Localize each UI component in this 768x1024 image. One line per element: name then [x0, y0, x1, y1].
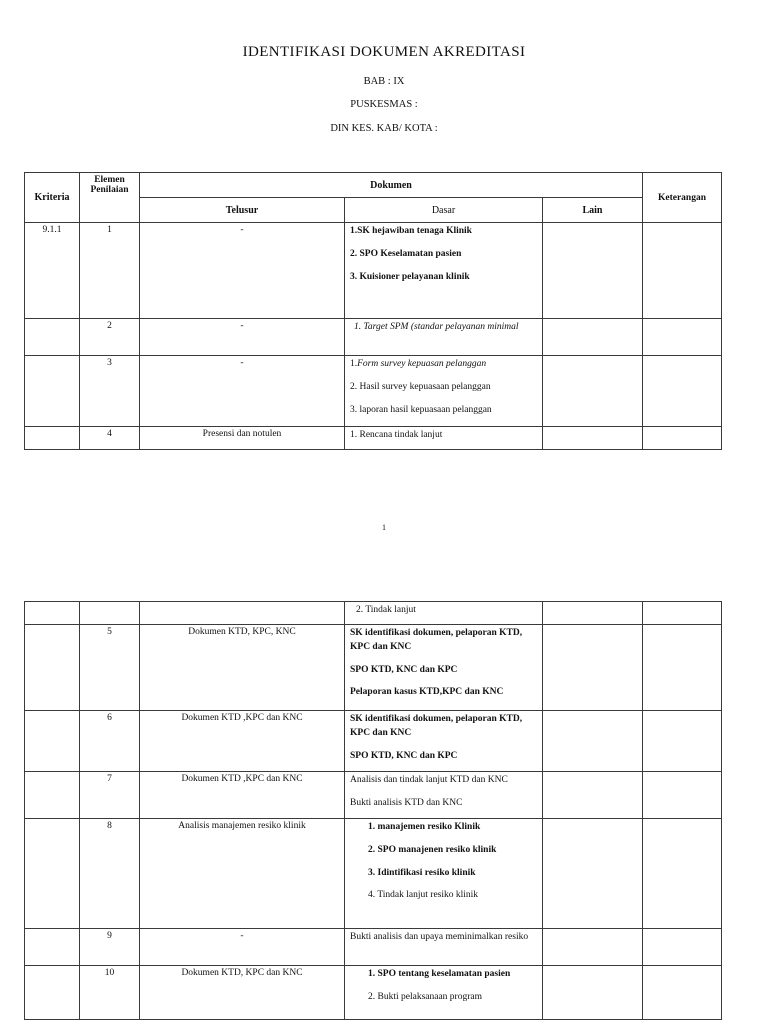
dasar-item: 3. laporan hasil kepuasaan pelanggan [350, 404, 492, 415]
header-kriteria: Kriteria [25, 173, 80, 223]
table-row [25, 819, 722, 929]
dasar-item: Bukti analisis KTD dan KNC [350, 797, 463, 808]
dasar-item: 1. Rencana tindak lanjut [350, 430, 443, 440]
kriteria-cell [25, 772, 80, 819]
lain-cell [543, 772, 643, 819]
ep-cell: 6 [80, 711, 140, 772]
header-lain: Lain [543, 198, 643, 223]
table-row [25, 929, 722, 966]
telusur-cell: Dokumen KTD, KPC dan KNC [140, 966, 345, 1020]
dasar-item: SK identifikasi dokumen, pelaporan KTD, KPC dan KNC [350, 714, 523, 738]
ep-cell: 9 [80, 929, 140, 966]
dasar-item: 2. Tindak lanjut [356, 605, 416, 615]
keterangan-cell [643, 929, 722, 966]
accreditation-table-page2 [24, 601, 722, 1020]
dasar-cell [345, 427, 543, 450]
page-number: 1 [382, 523, 386, 532]
lain-cell [543, 223, 643, 319]
dasar-cell [345, 966, 543, 1020]
ep-cell: 5 [80, 625, 140, 711]
dasar-item: 4. Tindak lanjut resiko klinik [368, 890, 479, 901]
lain-cell [543, 427, 643, 450]
accreditation-table-page1 [24, 172, 722, 450]
dasar-cell [345, 625, 543, 711]
keterangan-cell [643, 223, 722, 319]
keterangan-cell [643, 625, 722, 711]
keterangan-cell [643, 427, 722, 450]
lain-cell [543, 356, 643, 427]
ep-cell: 1 [80, 223, 140, 319]
dasar-item: 2. Hasil survey kepuasaan pelanggan [350, 381, 491, 392]
document-title: IDENTIFIKASI DOKUMEN AKREDITASI [242, 44, 526, 60]
table-row [25, 427, 722, 450]
ep-cell: 8 [80, 819, 140, 929]
dasar-cell [345, 319, 543, 356]
ep-cell [80, 602, 140, 625]
dasar-item: 1. Target SPM (standar pelayanan minimal [354, 322, 519, 332]
table-row [25, 772, 722, 819]
dasar-item: Bukti analisis dan upaya meminimalkan resiko [350, 932, 529, 942]
keterangan-cell [643, 319, 722, 356]
kriteria-cell [25, 929, 80, 966]
kriteria-cell [25, 819, 80, 929]
keterangan-cell [643, 356, 722, 427]
dasar-item: SK identifikasi dokumen, pelaporan KTD, KPC dan KNC [350, 628, 523, 652]
lain-cell [543, 602, 643, 625]
kriteria-cell [25, 319, 80, 356]
dasar-item: 1. manajemen resiko Klinik [368, 822, 481, 832]
dasar-cell [345, 356, 543, 427]
dasar-item: 2. Bukti pelaksanaan program [368, 991, 482, 1002]
table-row [25, 319, 722, 356]
dasar-cell [345, 602, 543, 625]
dasar-cell [345, 711, 543, 772]
telusur-cell: - [140, 356, 345, 427]
dasar-item: 2. SPO manajenen resiko klinik [368, 844, 497, 855]
telusur-cell: Dokumen KTD, KPC, KNC [140, 625, 345, 711]
keterangan-cell [643, 966, 722, 1020]
puskesmas-line: PUSKESMAS : [350, 99, 418, 110]
header-dokumen: Dokumen [140, 173, 643, 198]
dasar-cell [345, 819, 543, 929]
lain-cell [543, 929, 643, 966]
table-row [25, 966, 722, 1020]
dasar-item: 3. Kuisioner pelayanan klinik [350, 271, 470, 282]
dasar-item: Form survey kepuasan pelanggan [357, 359, 487, 369]
kriteria-cell [25, 427, 80, 450]
table-row [25, 356, 722, 427]
kriteria-cell [25, 625, 80, 711]
dasar-item: 3. Idintifikasi resiko klinik [368, 867, 476, 878]
lain-cell [543, 711, 643, 772]
dasar-item: 1. SPO tentang keselamatan pasien [368, 969, 511, 979]
ep-cell: 4 [80, 427, 140, 450]
lain-cell [543, 625, 643, 711]
kriteria-cell: 9.1.1 [25, 223, 80, 319]
telusur-cell: Presensi dan notulen [140, 427, 345, 450]
header-elemen-penilaian: Elemen Penilaian [80, 173, 140, 223]
dasar-item-number: 1. [350, 359, 358, 369]
telusur-cell: Dokumen KTD ,KPC dan KNC [140, 711, 345, 772]
ep-cell: 2 [80, 319, 140, 356]
telusur-cell: Dokumen KTD ,KPC dan KNC [140, 772, 345, 819]
kriteria-cell [25, 602, 80, 625]
keterangan-cell [643, 602, 722, 625]
dasar-item: Analisis dan tindak lanjut KTD dan KNC [350, 775, 508, 785]
dasar-cell [345, 929, 543, 966]
kriteria-cell [25, 356, 80, 427]
telusur-cell: - [140, 223, 345, 319]
telusur-cell: - [140, 929, 345, 966]
kriteria-cell [25, 966, 80, 1020]
header-telusur: Telusur [140, 198, 345, 223]
dasar-item: Pelaporan kasus KTD,KPC dan KNC [350, 687, 504, 698]
dasar-item: SPO KTD, KNC dan KPC [350, 664, 458, 675]
keterangan-cell [643, 711, 722, 772]
table-row [25, 223, 722, 319]
telusur-cell: Analisis manajemen resiko klinik [140, 819, 345, 929]
telusur-cell: - [140, 319, 345, 356]
lain-cell [543, 319, 643, 356]
dasar-item: SPO KTD, KNC dan KPC [350, 750, 458, 761]
keterangan-cell [643, 819, 722, 929]
lain-cell [543, 966, 643, 1020]
keterangan-cell [643, 772, 722, 819]
dasar-cell [345, 223, 543, 319]
dasar-item: 1.SK hejawiban tenaga Klinik [350, 226, 472, 236]
bab-line: BAB : IX [363, 76, 405, 87]
header-keterangan: Keterangan [643, 173, 722, 223]
kriteria-cell [25, 711, 80, 772]
dasar-cell [345, 772, 543, 819]
table-row [25, 602, 722, 625]
ep-cell: 3 [80, 356, 140, 427]
ep-cell: 10 [80, 966, 140, 1020]
table-row [25, 625, 722, 711]
header-dasar: Dasar [345, 198, 543, 223]
lain-cell [543, 819, 643, 929]
ep-cell: 7 [80, 772, 140, 819]
table-row [25, 711, 722, 772]
dasar-item: 2. SPO Keselamatan pasien [350, 248, 462, 259]
telusur-cell [140, 602, 345, 625]
dinkes-line: DIN KES. KAB/ KOTA : [330, 123, 438, 134]
